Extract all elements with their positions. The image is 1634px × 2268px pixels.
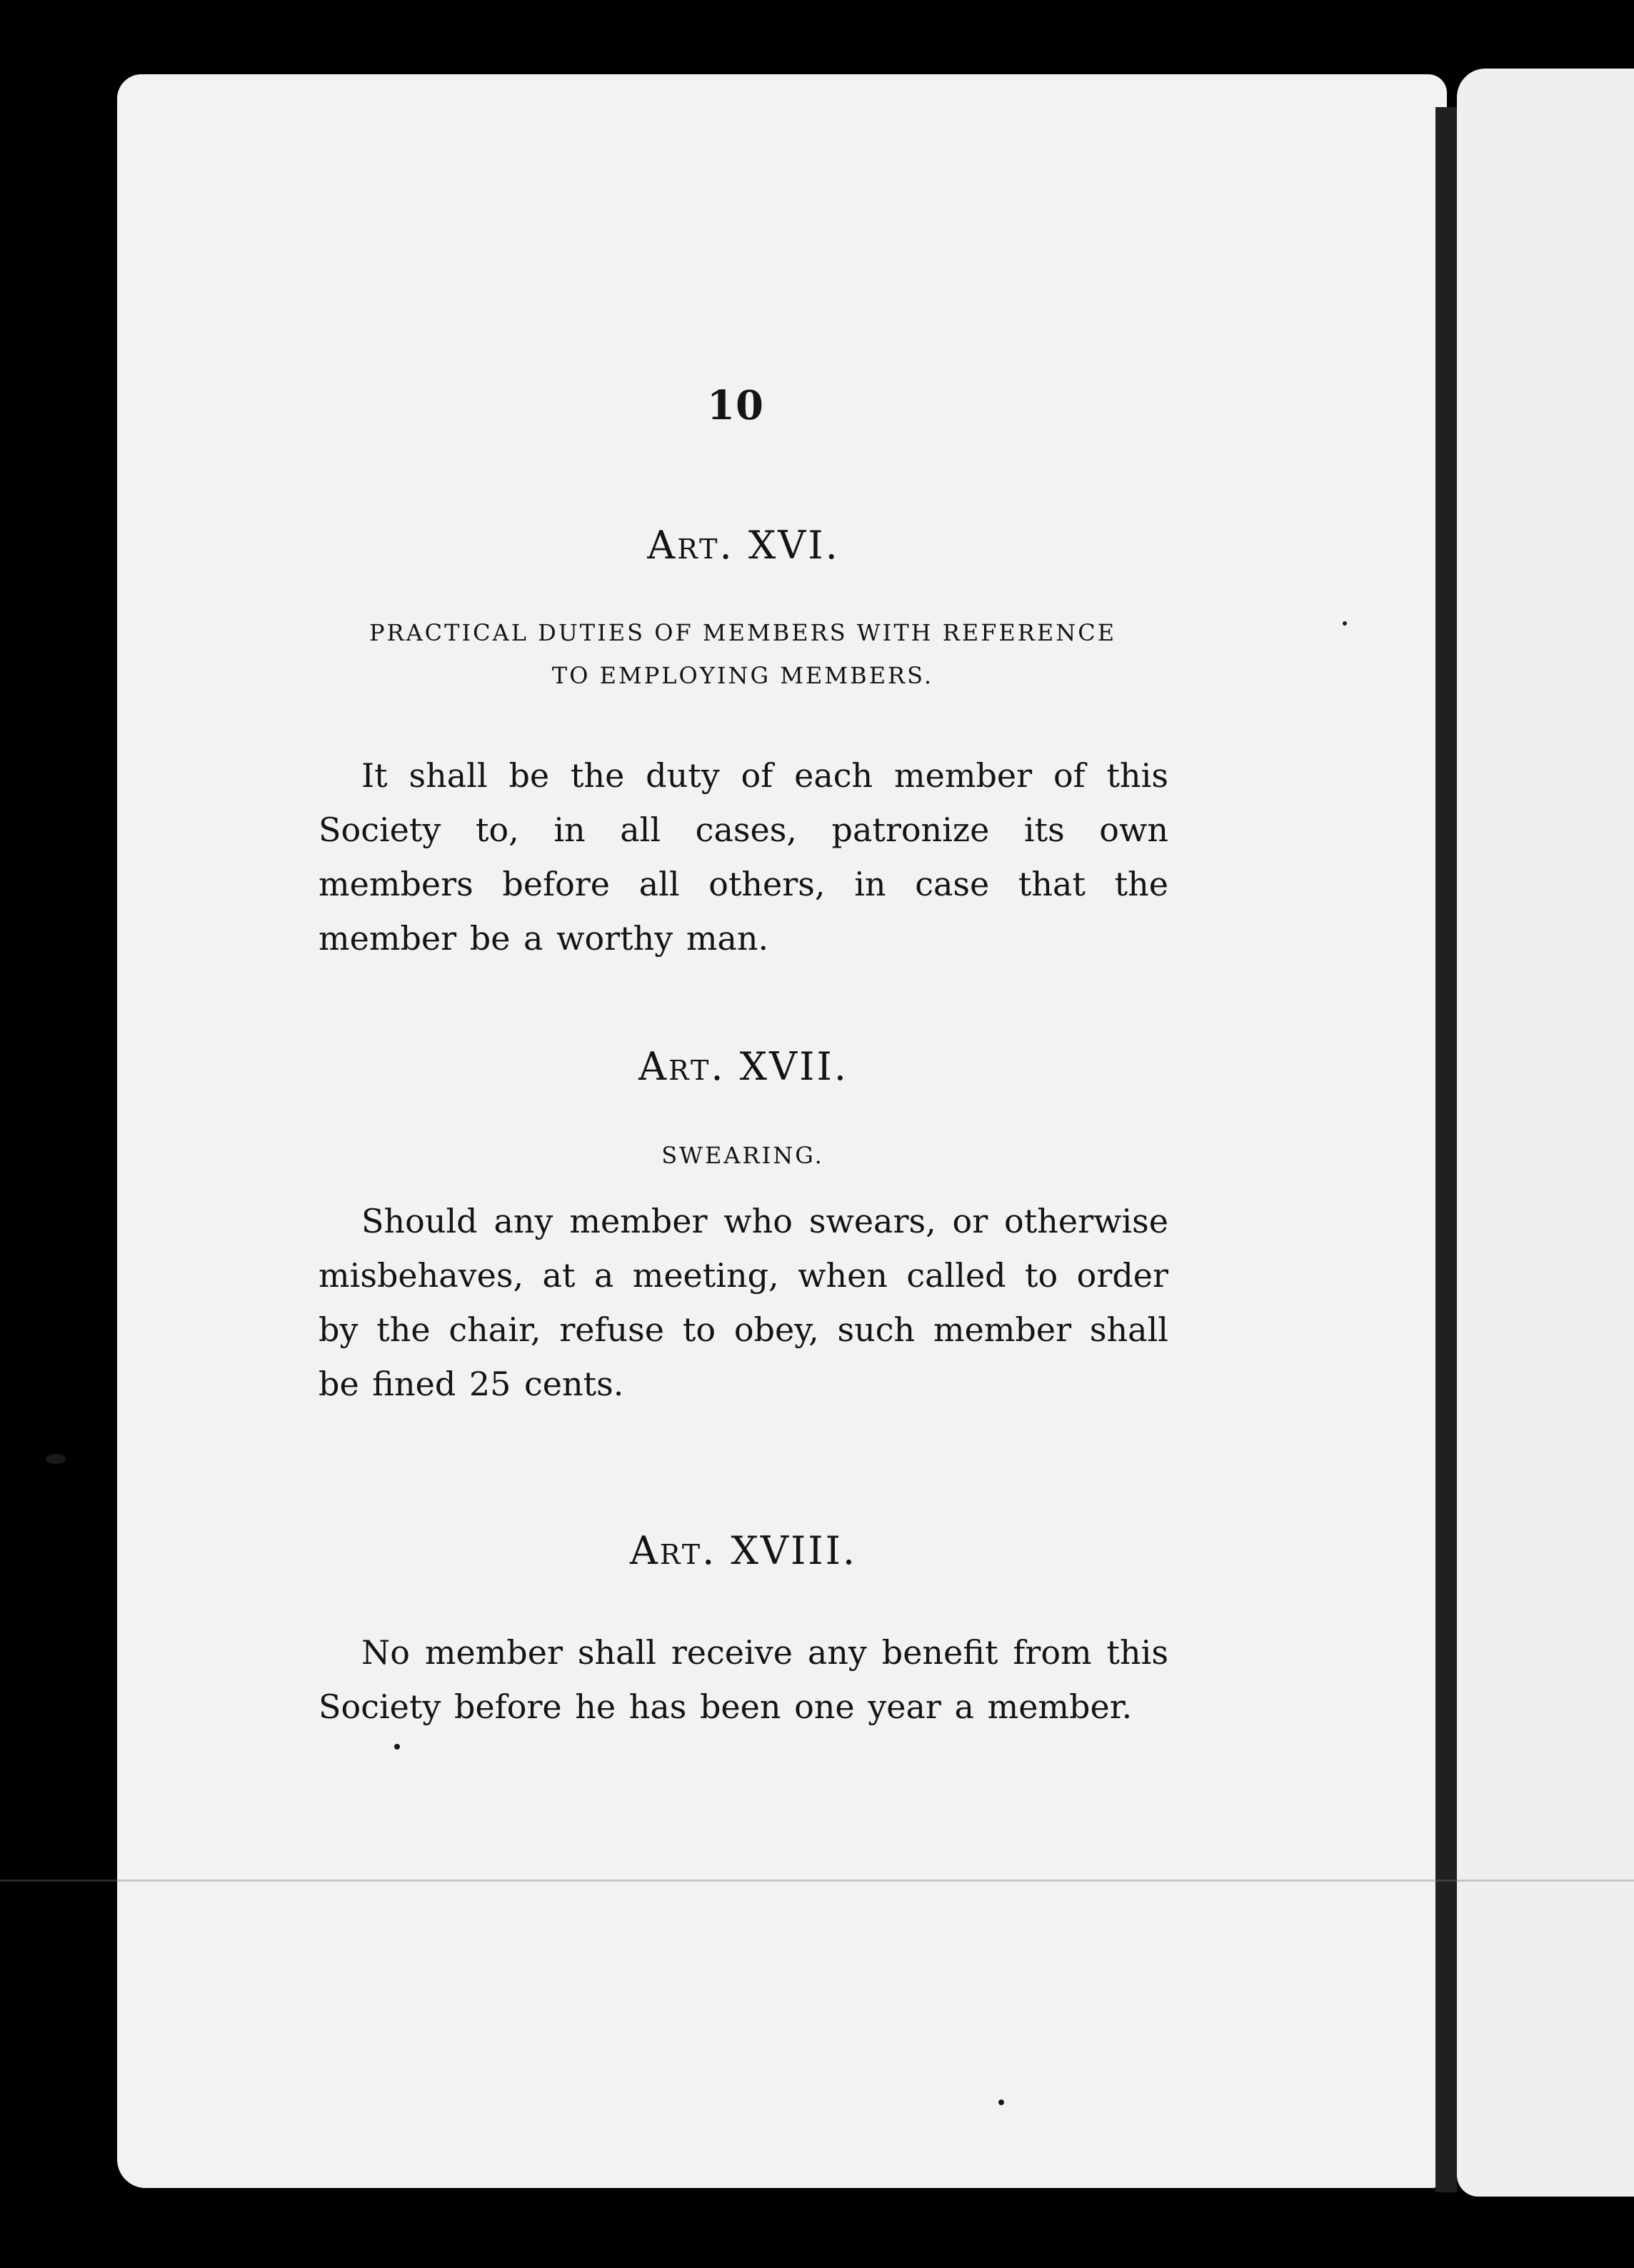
article-numeral: XVI. [748, 523, 840, 568]
ink-speck [394, 1744, 400, 1750]
book-page [117, 74, 1447, 2188]
article-numeral: XVII. [739, 1044, 848, 1089]
article-heading [319, 1044, 1168, 1089]
article-body: No member shall receive any benefit from this Society before he has been one year a member. [319, 1633, 1168, 1726]
article-title-line: SWEARING. [661, 1142, 824, 1169]
article-heading [319, 1528, 1168, 1573]
article-body: It shall be the duty of each member of this Society to, in all cases, patronize its own members before all others, in case that the member be a worthy man. [319, 756, 1168, 958]
article-heading [319, 523, 1168, 568]
article-prefix: Art. [638, 1044, 726, 1089]
ink-speck [46, 1454, 66, 1464]
article-title-line: PRACTICAL DUTIES OF MEMBERS WITH REFERENCE [369, 619, 1117, 646]
facing-page-edge [1457, 69, 1634, 2197]
article-numeral: XVIII. [731, 1528, 858, 1573]
article-body: Should any member who swears, or otherwise misbehaves, at a meeting, when called to order by the chair, refuse to obey, such member shall be fined 25 cents. [319, 1202, 1168, 1403]
page-number: 10 [707, 382, 764, 429]
article-title [300, 1134, 1186, 1177]
article-title-line: TO EMPLOYING MEMBERS. [551, 662, 934, 689]
scan-line [0, 1880, 1634, 1882]
ink-speck [1343, 621, 1347, 626]
article-prefix: Art. [629, 1528, 717, 1573]
ink-speck [998, 2099, 1004, 2105]
article-title [300, 611, 1186, 697]
article-prefix: Art. [647, 523, 734, 568]
